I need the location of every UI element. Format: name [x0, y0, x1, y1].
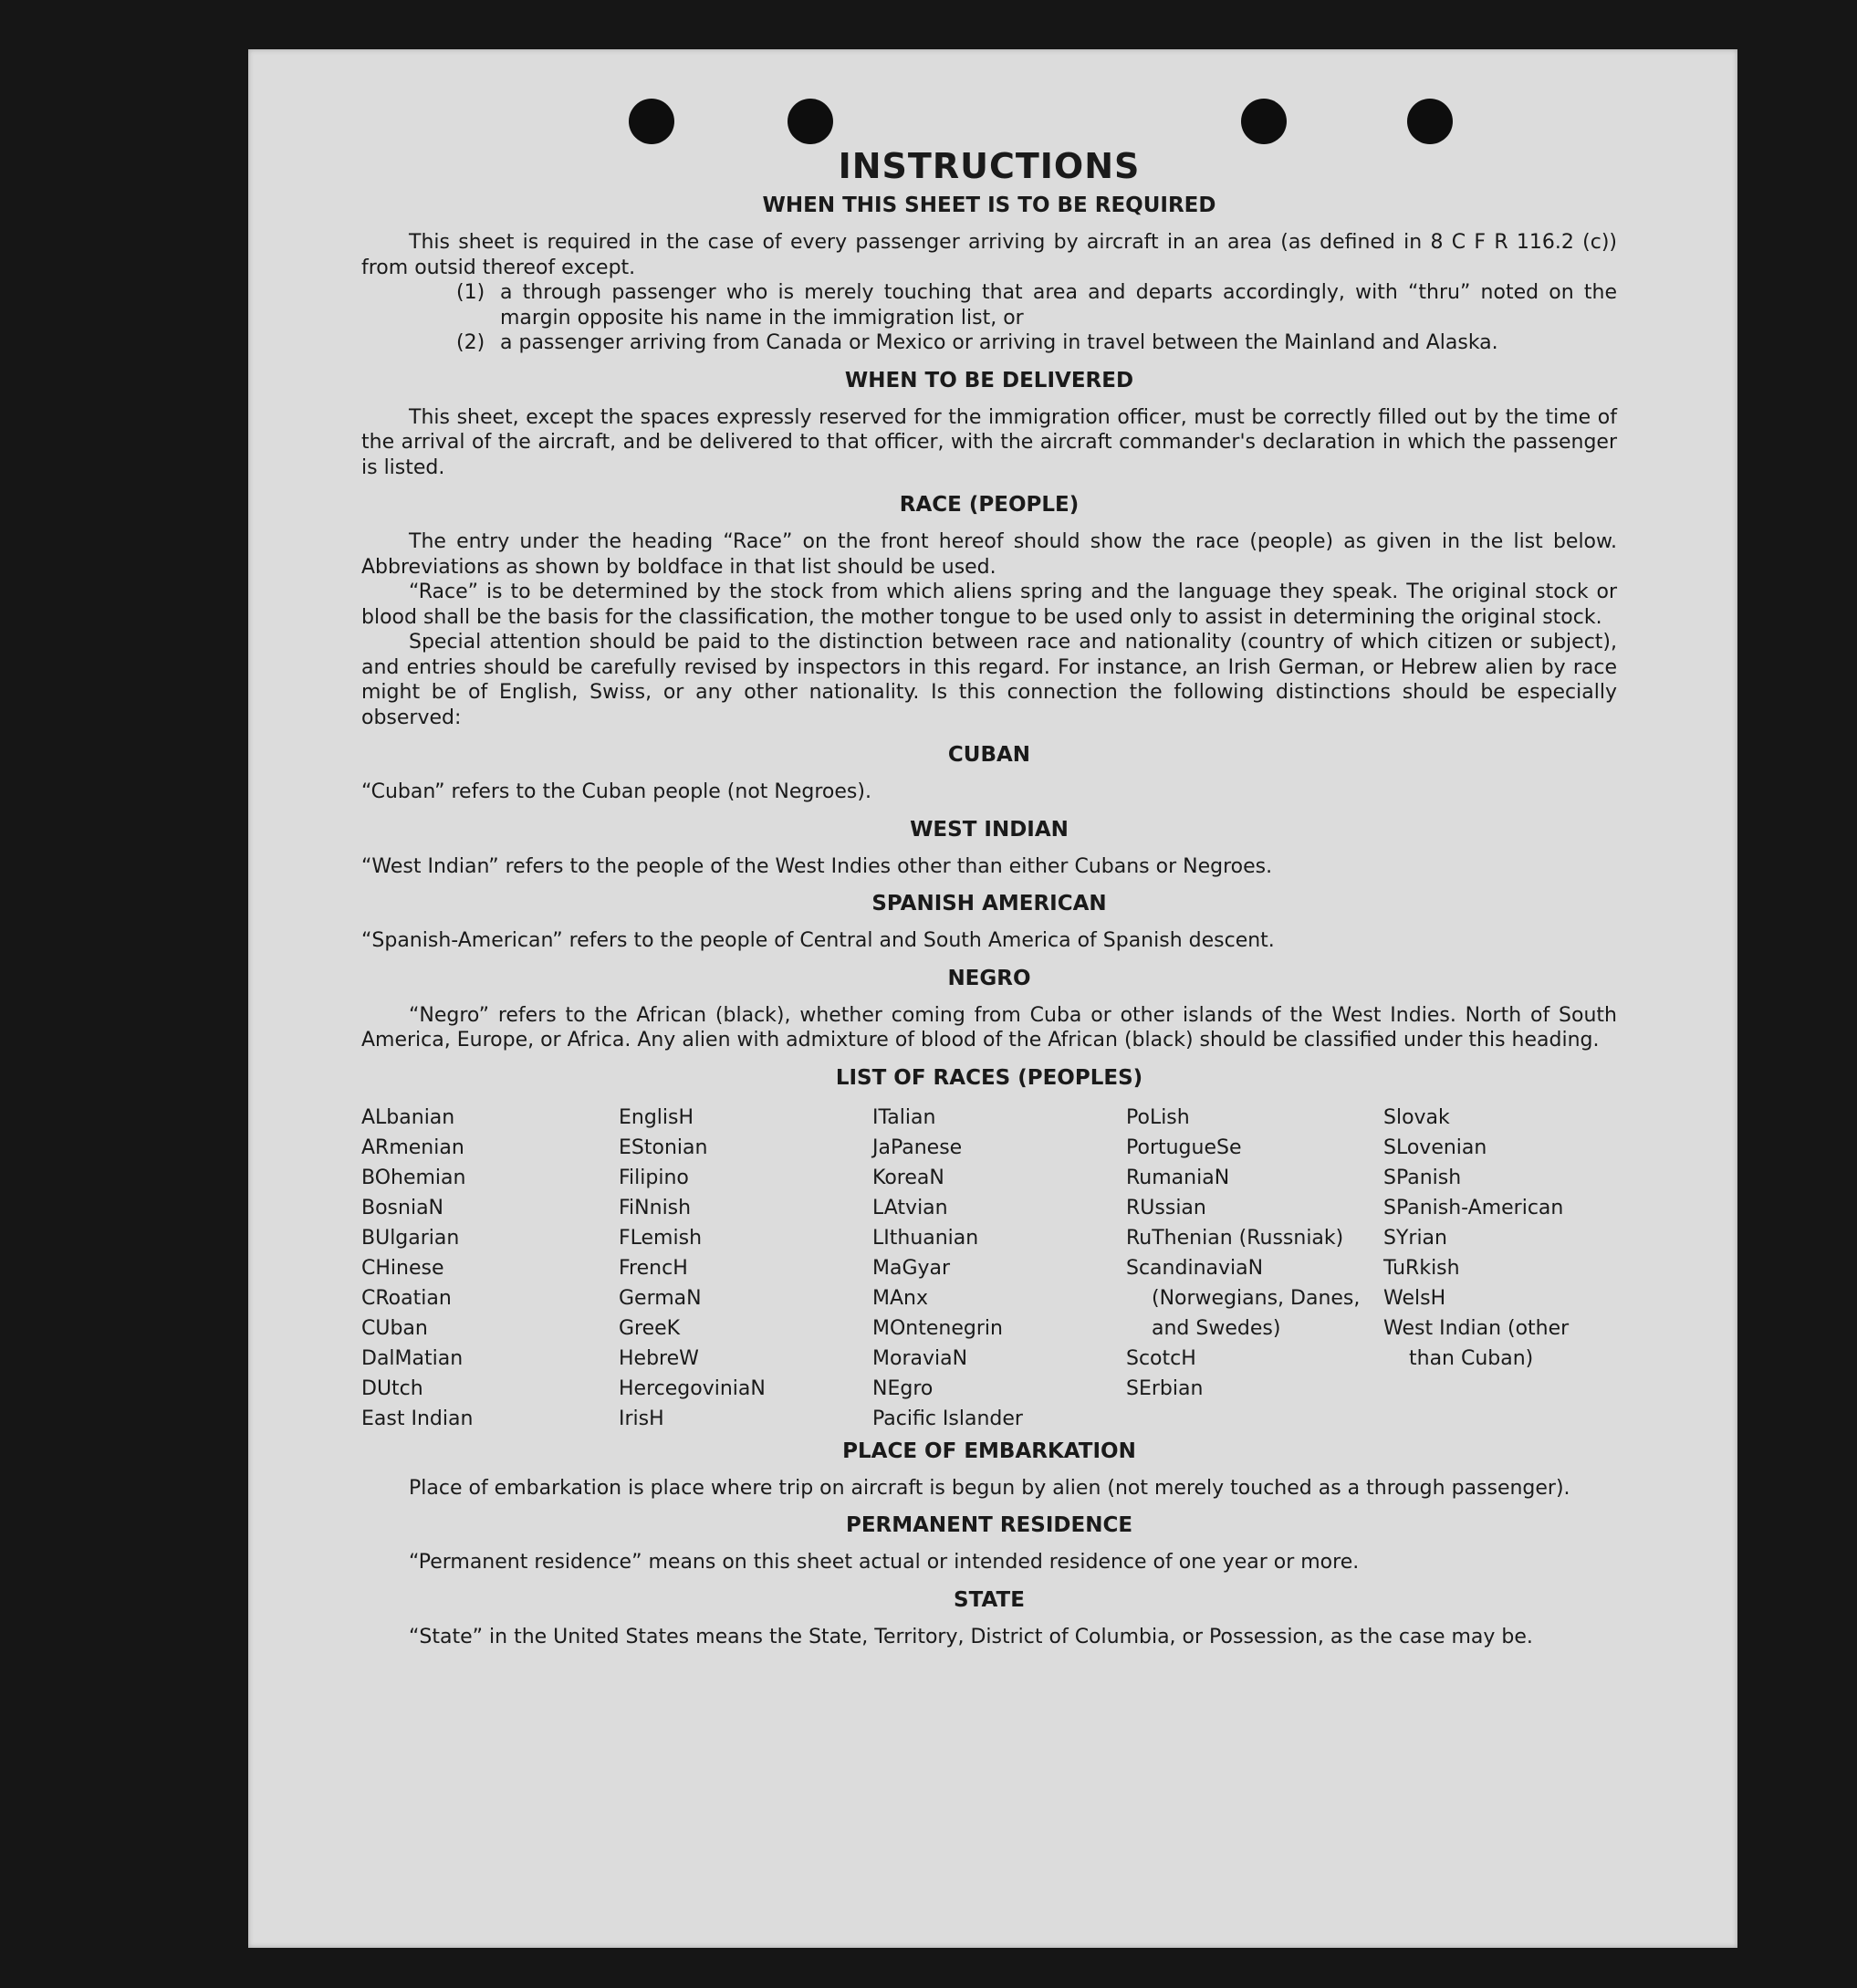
race-entry: BUlgarian [361, 1226, 460, 1250]
exception-text: a passenger arriving from Canada or Mexico or arriving in travel between the Mainland and Alaska. [500, 331, 1498, 354]
punch-hole [1241, 99, 1287, 144]
race-entry: West Indian (other than Cuban) [1383, 1316, 1570, 1370]
race-entry: East Indian [361, 1407, 474, 1430]
section-heading-race: RACE (PEOPLE) [899, 493, 1080, 517]
section-heading-embarkation: PLACE OF EMBARKATION [842, 1439, 1136, 1463]
races-column [1383, 1103, 1617, 1434]
race-entry: MoraviaN [872, 1346, 968, 1370]
punch-hole [1407, 99, 1453, 144]
race-entry: FLemish [619, 1226, 703, 1250]
race-entry: MAnx [872, 1286, 928, 1310]
race-entry: SYrian [1383, 1226, 1447, 1250]
race-entry: EnglisH [619, 1105, 694, 1129]
race-entry: BosniaN [361, 1196, 444, 1219]
race-entry: FrencH [619, 1256, 688, 1280]
race-entry: ARmenian [361, 1135, 464, 1159]
race-entry: WelsH [1383, 1286, 1446, 1310]
race-entry: MaGyar [872, 1256, 951, 1280]
race-entry: BOhemian [361, 1166, 466, 1189]
race-entry: ALbanian [361, 1105, 455, 1129]
section-paragraph: “Negro” refers to the African (black), whether coming from Cuba or other islands of the West Indies. North of South America, Europe, or Africa. Any alien with admixture of blood of the African (black) should be classified under this heading. [361, 1003, 1617, 1052]
race-entry: EStonian [619, 1135, 708, 1159]
races-column [872, 1103, 1126, 1434]
section-paragraph: “Spanish-American” refers to the people of Central and South America of Spanish descent. [361, 929, 1275, 952]
section-paragraph: “State” in the United States means the State, Territory, District of Columbia, or Possession, as the case may be. [409, 1625, 1533, 1648]
races-list [361, 1103, 1617, 1434]
section-heading-cuban: CUBAN [947, 743, 1031, 767]
race-entry: PortugueSe [1126, 1135, 1242, 1159]
exception-item [361, 280, 1617, 330]
race-entry: Pacific Islander [872, 1407, 1023, 1430]
race-entry: RuThenian (Russniak) [1126, 1226, 1344, 1250]
race-entry: CHinese [361, 1256, 444, 1280]
exception-item [361, 330, 1617, 356]
section-paragraph: This sheet, except the spaces expressly reserved for the immigration officer, must be correctly filled out by the time of the arrival of the aircraft, and be delivered to that officer, with the aircraft commander's declaration in which the passenger is listed. [361, 405, 1617, 479]
race-entry: ScotcH [1126, 1346, 1196, 1370]
race-entry: SPanish [1383, 1166, 1462, 1189]
race-entry: FiNnish [619, 1196, 692, 1219]
document-content [361, 144, 1617, 1649]
race-entry: GreeK [619, 1316, 681, 1340]
race-entry: Filipino [619, 1166, 689, 1189]
section-heading-negro: NEGRO [947, 966, 1031, 990]
section-paragraph: “Race” is to be determined by the stock from which aliens spring and the language they speak. The original stock or blood shall be the basis for the classification, the mother tongue to be used only to assist in determining the original stock. [361, 581, 1617, 629]
race-entry: PoLish [1126, 1105, 1190, 1129]
exception-number: (2) [456, 331, 485, 354]
race-entry: ITalian [872, 1105, 936, 1129]
section-heading-when-required: WHEN THIS SHEET IS TO BE REQUIRED [762, 194, 1216, 217]
document-sheet [248, 49, 1737, 1948]
section-paragraph: “West Indian” refers to the people of the West Indies other than either Cubans or Negroes. [361, 854, 1273, 878]
section-paragraph: Special attention should be paid to the distinction between race and nationality (country of which citizen or subject), and entries should be carefully revised by inspectors in this regard. For instance, an Irish German, or Hebrew alien by race might be of English, Swiss, or any other nationality. Is this connection the following distinctions should be especially observed: [361, 631, 1617, 729]
punch-hole [629, 99, 674, 144]
races-column [361, 1103, 619, 1434]
races-column [1126, 1103, 1383, 1434]
punch-hole [788, 99, 833, 144]
race-entry: RumaniaN [1126, 1166, 1230, 1189]
section-paragraph: “Cuban” refers to the Cuban people (not Negroes). [361, 780, 871, 803]
race-entry: LIthuanian [872, 1226, 979, 1250]
race-entry: SPanish-American [1383, 1196, 1564, 1219]
section-paragraph: “Permanent residence” means on this sheet actual or intended residence of one year or more. [409, 1551, 1360, 1574]
race-entry: KoreaN [872, 1166, 944, 1189]
race-entry: HebreW [619, 1346, 699, 1370]
race-entry: Slovak [1383, 1105, 1450, 1129]
race-entry: DUtch [361, 1376, 423, 1400]
race-entry: SErbian [1126, 1376, 1204, 1400]
race-entry: HercegoviniaN [619, 1376, 766, 1400]
race-entry: DalMatian [361, 1346, 464, 1370]
exception-text: a through passenger who is merely touching that area and departs accordingly, with “thru” noted on the margin opposite his name in the immigration list, or [500, 281, 1617, 330]
race-entry: NEgro [872, 1376, 934, 1400]
race-entry: RUssian [1126, 1196, 1206, 1219]
race-entry: LAtvian [872, 1196, 948, 1219]
race-entry: GermaN [619, 1286, 702, 1310]
section-heading-when-delivered: WHEN TO BE DELIVERED [844, 368, 1134, 392]
section-heading-residence: PERMANENT RESIDENCE [845, 1513, 1133, 1537]
section-paragraph: The entry under the heading “Race” on the front hereof should show the race (people) as given in the list below. Abbreviations as shown by boldface in that list should be used. [361, 530, 1617, 579]
section-heading-west-indian: WEST INDIAN [910, 817, 1069, 842]
section-heading-state: STATE [954, 1587, 1025, 1612]
race-entry: IrisH [619, 1407, 664, 1430]
race-entry: CUban [361, 1316, 428, 1340]
race-entry: TuRkish [1383, 1256, 1460, 1280]
section-heading-spanish-american: SPANISH AMERICAN [871, 892, 1107, 916]
section-heading-races-list: LIST OF RACES (PEOPLES) [835, 1065, 1143, 1090]
race-entry: ScandinaviaN (Norwegians, Danes, and Swedes) [1126, 1256, 1361, 1340]
race-entry: JaPanese [872, 1135, 963, 1159]
races-column [619, 1103, 872, 1434]
document-title: INSTRUCTIONS [838, 146, 1141, 186]
race-entry: MOntenegrin [872, 1316, 1003, 1340]
section-paragraph: This sheet is required in the case of every passenger arriving by aircraft in an area (as defined in 8 C F R 116.2 (c)) from outsid thereof except. [361, 231, 1617, 279]
race-entry: CRoatian [361, 1286, 452, 1310]
race-entry: SLovenian [1383, 1135, 1487, 1159]
section-paragraph: Place of embarkation is place where trip on aircraft is begun by alien (not merely touched as a through passenger). [409, 1476, 1570, 1500]
exception-number: (1) [456, 281, 485, 304]
